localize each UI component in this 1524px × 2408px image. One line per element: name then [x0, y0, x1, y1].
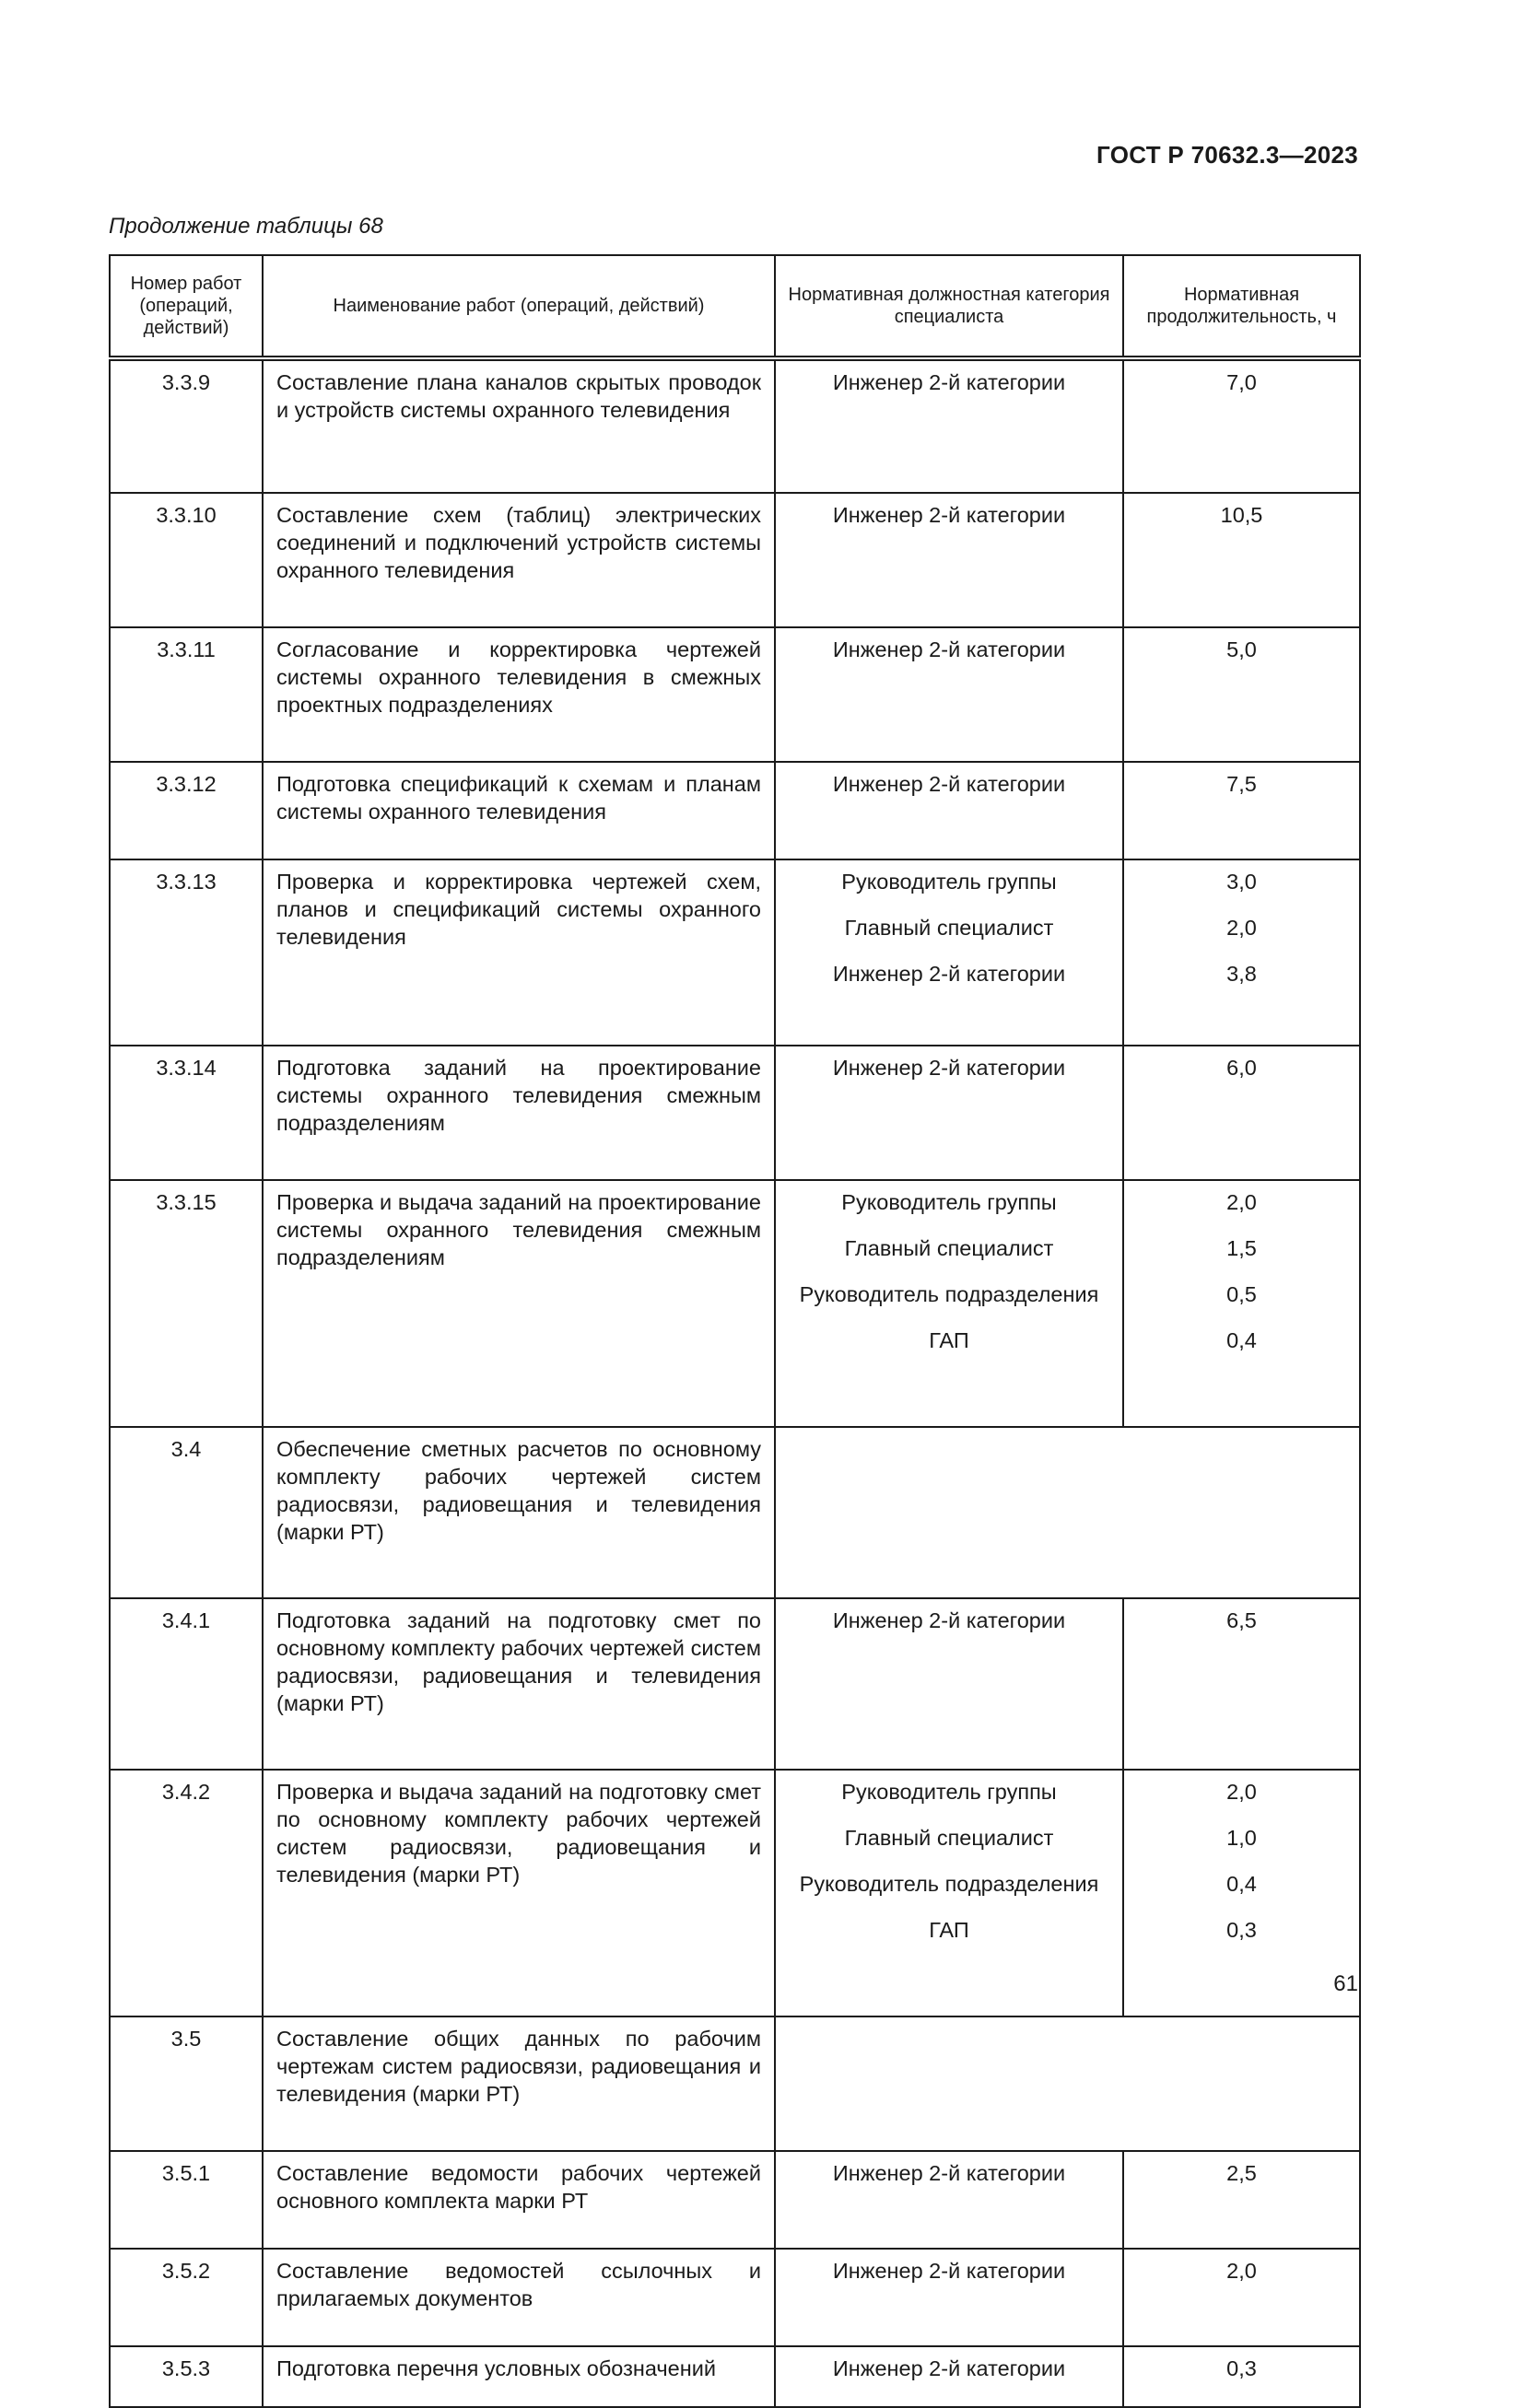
specialist-category: Инженер 2-й категории — [832, 962, 1066, 986]
duration-value: 1,5 — [1226, 1236, 1257, 1260]
empty-cell — [775, 1427, 1360, 1598]
duration-value: 3,0 — [1226, 870, 1257, 894]
work-number: 3.4.2 — [110, 1770, 263, 2016]
duration-value: 6,0 — [1226, 1056, 1257, 1080]
table-row — [110, 1770, 1360, 2016]
table-header-row — [110, 255, 1360, 358]
column-header-category: Нормативная должностная категория специалиста — [775, 255, 1123, 358]
column-header-name: Наименование работ (операций, действий) — [263, 255, 775, 358]
specialist-category: Руководитель подразделения — [799, 1282, 1099, 1306]
specialist-category: Инженер 2-й категории — [832, 1608, 1066, 1632]
specialist-category: Главный специалист — [844, 1236, 1054, 1260]
work-number: 3.4.1 — [110, 1598, 263, 1770]
duration-cell — [1123, 1180, 1360, 1427]
specialist-category: Руководитель группы — [841, 1780, 1057, 1804]
duration-value: 6,5 — [1226, 1608, 1257, 1632]
duration-value: 2,0 — [1226, 1190, 1257, 1214]
duration-value: 1,0 — [1226, 1826, 1257, 1850]
work-name: Проверка и выдача заданий на подготовку смет по основному комплекту рабочих чертежей систем радиосвязи, радиовещания и телевидения (марки РТ) — [263, 1770, 775, 2016]
work-number: 3.3.9 — [110, 358, 263, 493]
specialist-category: Инженер 2-й категории — [832, 503, 1066, 527]
table-row — [110, 358, 1360, 493]
duration-value: 0,4 — [1226, 1872, 1257, 1896]
table-row — [110, 493, 1360, 627]
duration-cell — [1123, 2346, 1360, 2407]
table-row — [110, 1427, 1360, 1598]
specialist-category-cell — [775, 1180, 1123, 1427]
duration-value: 10,5 — [1220, 503, 1263, 527]
duration-value: 0,3 — [1226, 2356, 1257, 2380]
specialist-category: Инженер 2-й категории — [832, 772, 1066, 796]
specialist-category: Инженер 2-й категории — [832, 2161, 1066, 2185]
duration-cell — [1123, 358, 1360, 493]
duration-value: 7,5 — [1226, 772, 1257, 796]
norms-table — [109, 254, 1361, 2408]
column-header-duration: Нормативная продолжительность, ч — [1123, 255, 1360, 358]
specialist-category-cell — [775, 1046, 1123, 1180]
work-name: Проверка и выдача заданий на проектирование системы охранного телевидения смежным подразделениям — [263, 1180, 775, 1427]
work-name: Согласование и корректировка чертежей системы охранного телевидения в смежных проектных подразделениях — [263, 627, 775, 762]
duration-cell — [1123, 859, 1360, 1046]
specialist-category-cell — [775, 2346, 1123, 2407]
table-row — [110, 762, 1360, 859]
page-number: 61 — [1333, 1971, 1358, 1996]
specialist-category: ГАП — [929, 1918, 969, 1942]
work-number: 3.3.13 — [110, 859, 263, 1046]
duration-value: 3,8 — [1226, 962, 1257, 986]
table-row — [110, 1598, 1360, 1770]
duration-value: 2,5 — [1226, 2161, 1257, 2185]
work-number: 3.5.1 — [110, 2151, 263, 2249]
duration-cell — [1123, 493, 1360, 627]
work-name: Составление ведомости рабочих чертежей основного комплекта марки РТ — [263, 2151, 775, 2249]
specialist-category: ГАП — [929, 1328, 969, 1352]
table-body — [110, 358, 1360, 2407]
specialist-category: Инженер 2-й категории — [832, 370, 1066, 394]
specialist-category-cell — [775, 762, 1123, 859]
specialist-category-cell — [775, 358, 1123, 493]
work-name: Подготовка заданий на подготовку смет по основному комплекту рабочих чертежей систем радиосвязи, радиовещания и телевидения (марки РТ) — [263, 1598, 775, 1770]
work-number: 3.3.12 — [110, 762, 263, 859]
work-name: Проверка и корректировка чертежей схем, планов и спецификаций системы охранного телевидения — [263, 859, 775, 1046]
duration-value: 0,3 — [1226, 1918, 1257, 1942]
duration-cell — [1123, 627, 1360, 762]
duration-value: 2,0 — [1226, 916, 1257, 940]
specialist-category-cell — [775, 859, 1123, 1046]
column-header-number: Номер работ (операций, действий) — [110, 255, 263, 358]
duration-value: 0,4 — [1226, 1328, 1257, 1352]
specialist-category: Инженер 2-й категории — [832, 2356, 1066, 2380]
duration-cell — [1123, 2151, 1360, 2249]
table-row — [110, 627, 1360, 762]
work-name: Составление схем (таблиц) электрических соединений и подключений устройств системы охранного телевидения — [263, 493, 775, 627]
specialist-category: Руководитель группы — [841, 870, 1057, 894]
table-row — [110, 2016, 1360, 2151]
specialist-category-cell — [775, 493, 1123, 627]
work-number: 3.3.14 — [110, 1046, 263, 1180]
work-number: 3.5.2 — [110, 2249, 263, 2346]
specialist-category: Главный специалист — [844, 916, 1054, 940]
work-number: 3.3.10 — [110, 493, 263, 627]
table-caption: Продолжение таблицы 68 — [109, 214, 383, 239]
work-name: Составление общих данных по рабочим чертежам систем радиосвязи, радиовещания и телевидения (марки РТ) — [263, 2016, 775, 2151]
specialist-category: Руководитель группы — [841, 1190, 1057, 1214]
table-row — [110, 1046, 1360, 1180]
specialist-category: Инженер 2-й категории — [832, 637, 1066, 661]
duration-cell — [1123, 1598, 1360, 1770]
specialist-category-cell — [775, 2151, 1123, 2249]
duration-value: 0,5 — [1226, 1282, 1257, 1306]
specialist-category-cell — [775, 1598, 1123, 1770]
work-number: 3.5.3 — [110, 2346, 263, 2407]
specialist-category: Инженер 2-й категории — [832, 2259, 1066, 2283]
duration-cell — [1123, 1046, 1360, 1180]
table-row — [110, 2346, 1360, 2407]
specialist-category: Главный специалист — [844, 1826, 1054, 1850]
work-number: 3.3.15 — [110, 1180, 263, 1427]
specialist-category-cell — [775, 627, 1123, 762]
duration-value: 5,0 — [1226, 637, 1257, 661]
table-row — [110, 2151, 1360, 2249]
work-name: Подготовка перечня условных обозначений — [263, 2346, 775, 2407]
duration-value: 7,0 — [1226, 370, 1257, 394]
table-row — [110, 1180, 1360, 1427]
table-row — [110, 859, 1360, 1046]
work-name: Составление ведомостей ссылочных и прилагаемых документов — [263, 2249, 775, 2346]
specialist-category-cell — [775, 2249, 1123, 2346]
specialist-category: Инженер 2-й категории — [832, 1056, 1066, 1080]
duration-value: 2,0 — [1226, 1780, 1257, 1804]
work-name: Подготовка заданий на проектирование системы охранного телевидения смежным подразделениям — [263, 1046, 775, 1180]
specialist-category-cell — [775, 1770, 1123, 2016]
duration-cell — [1123, 1770, 1360, 2016]
work-name: Составление плана каналов скрытых проводок и устройств системы охранного телевидения — [263, 358, 775, 493]
table-row — [110, 2249, 1360, 2346]
duration-cell — [1123, 2249, 1360, 2346]
document-code: ГОСТ Р 70632.3—2023 — [1096, 141, 1358, 169]
empty-cell — [775, 2016, 1360, 2151]
work-number: 3.3.11 — [110, 627, 263, 762]
specialist-category: Руководитель подразделения — [799, 1872, 1099, 1896]
work-name: Подготовка спецификаций к схемам и планам системы охранного телевидения — [263, 762, 775, 859]
duration-value: 2,0 — [1226, 2259, 1257, 2283]
work-number: 3.4 — [110, 1427, 263, 1598]
work-name: Обеспечение сметных расчетов по основному комплекту рабочих чертежей систем радиосвязи, радиовещания и телевидения (марки РТ) — [263, 1427, 775, 1598]
work-number: 3.5 — [110, 2016, 263, 2151]
duration-cell — [1123, 762, 1360, 859]
